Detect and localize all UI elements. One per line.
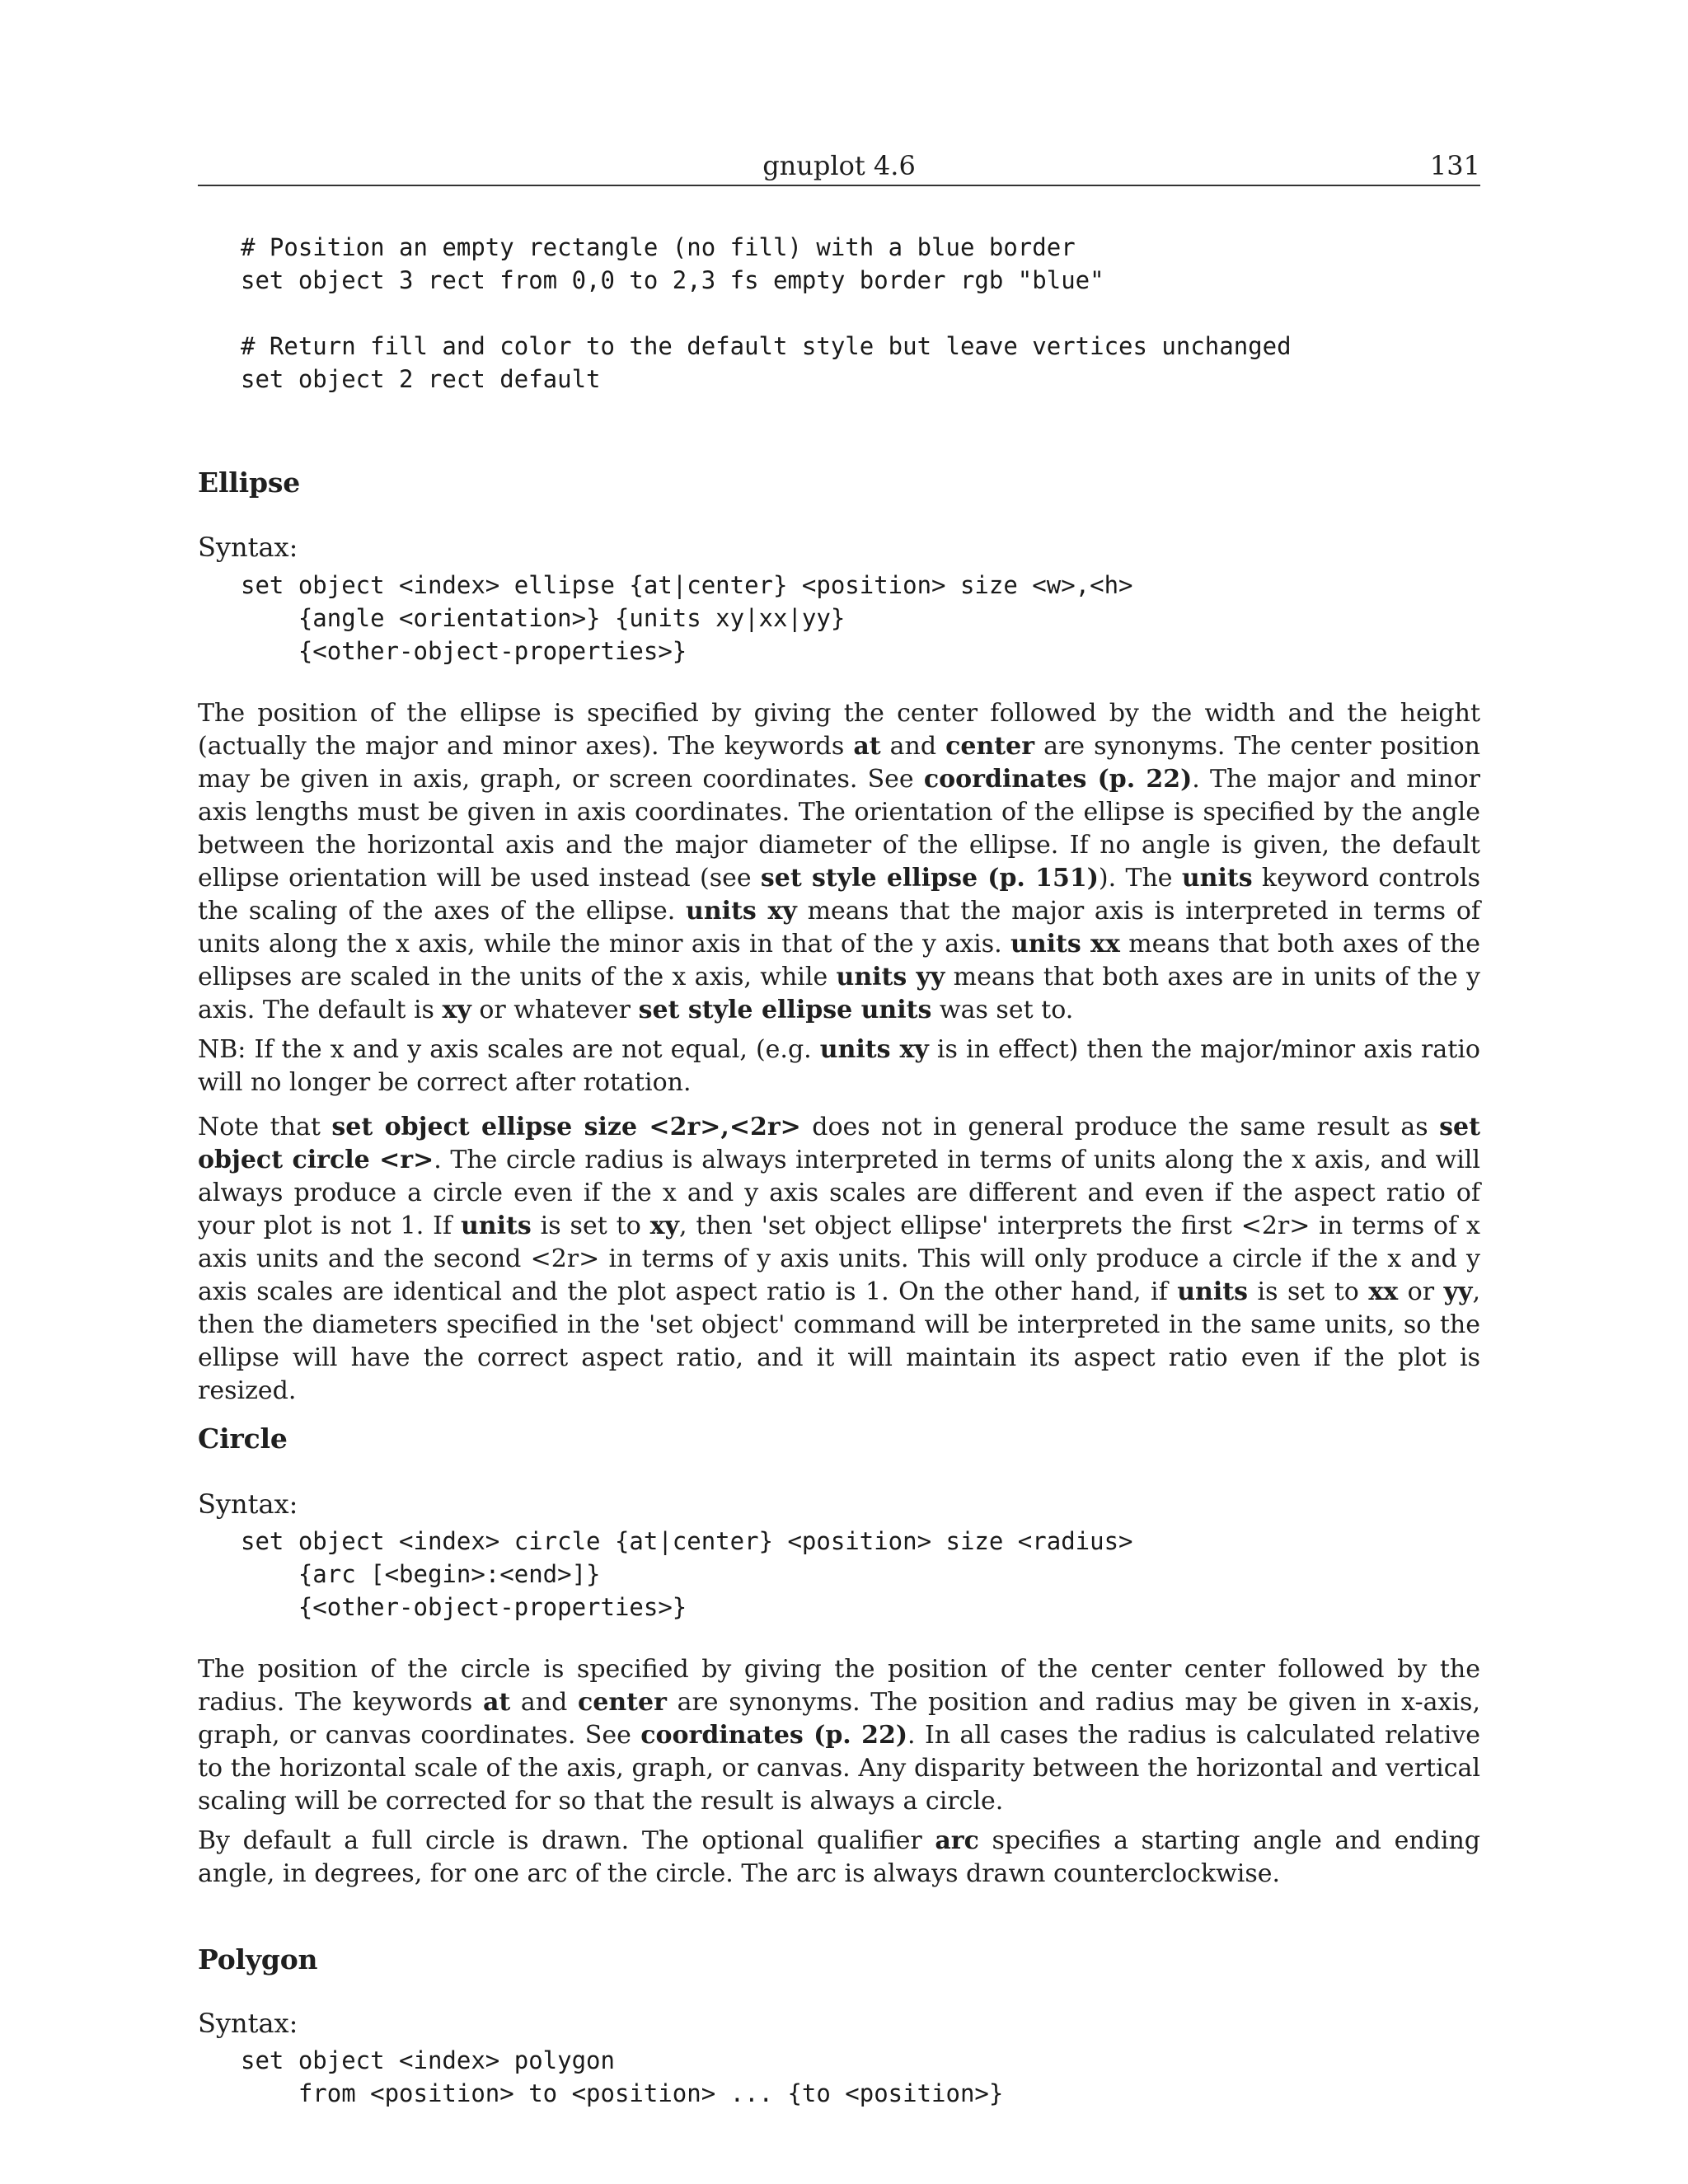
section-heading-circle: Circle <box>198 1422 288 1455</box>
bold-keyword: center <box>945 732 1035 761</box>
section-heading-polygon: Polygon <box>198 1943 318 1975</box>
bold-keyword: coordinates (p. 22) <box>640 1721 908 1750</box>
bold-keyword: units <box>1181 864 1253 893</box>
bold-keyword: arc <box>935 1826 979 1855</box>
paragraph-circle-arc: By default a full circle is drawn. The optional qualifier arc specifies a starting angle and ending angle, in degrees, for one arc of the circle. The arc is always drawn counterclockwise. <box>198 1826 1480 1888</box>
bold-keyword: units xy <box>686 897 797 926</box>
header-title: gnuplot 4.6 <box>762 150 916 181</box>
bold-keyword: units <box>460 1212 532 1240</box>
paragraph-ellipse-note: NB: If the x and y axis scales are not equal, (e.g. units xy is in effect) then the major/minor axis ratio will no longer be correct after rotation. <box>198 1035 1480 1097</box>
paragraph-circle-description: The position of the circle is specified by giving the position of the center center followed by the radius. The keywords at and center are synonyms. The position and radius may be given in x-axis, graph, or canvas coordinates. See coordinates (p. 22). In all cases the radius is calculated relative to the horizontal scale of the axis, graph, or canvas. Any disparity between the horizontal and vertical scaling will be corrected for so that the result is always a circle. <box>198 1655 1481 1816</box>
page-header <box>198 148 1480 186</box>
paragraph-ellipse-description: The position of the ellipse is specified by giving the center followed by the width and the height (actually the major and minor axes). The keywords at and center are synonyms. The center position may be given in axis, graph, or screen coordinates. See coordinates (p. 22). The major and minor axis lengths must be given in axis coordinates. The orientation of the ellipse is specified by the angle between the horizontal axis and the major diameter of the ellipse. If no angle is given, the default ellipse orientation will be used instead (see set style ellipse (p. 151)). The units keyword controls the scaling of the axes of the ellipse. units xy means that the major axis is interpreted in terms of units along the x axis, while the minor axis in that of the y axis. units xx means that both axes of the ellipses are scaled in the units of the x axis, while units yy means that both axes are in units of the y axis. The default is xy or whatever set style ellipse units was set to. <box>198 699 1481 1024</box>
code-block-polygon-syntax: set object <index> polygon from <position> to <position> ... {to <position>} <box>241 2046 1004 2107</box>
bold-keyword: xy <box>442 996 471 1024</box>
page-number: 131 <box>1429 150 1480 181</box>
bold-keyword: set object circle <r> <box>198 1113 1480 1174</box>
bold-keyword: set object ellipse size <2r>,<2r> <box>331 1113 801 1141</box>
syntax-label: Syntax: <box>198 532 298 563</box>
code-block-rect-examples: # Position an empty rectangle (no fill) with a blue border set object 3 rect from 0,0 to 2,3 fs empty border rgb "blue" # Return fill and color to the default style but leave vertices unchanged set object 2 rect default <box>241 233 1292 393</box>
bold-keyword: coordinates (p. 22) <box>923 765 1193 794</box>
bold-keyword: at <box>482 1688 511 1717</box>
section-heading-ellipse: Ellipse <box>198 466 301 499</box>
syntax-label: Syntax: <box>198 2008 298 2039</box>
bold-keyword: at <box>853 732 881 761</box>
code-block-circle-syntax: set object <index> circle {at|center} <position> size <radius> {arc [<begin>:<end>]} {<other-object-properties>} <box>241 1527 1133 1621</box>
bold-keyword: units <box>1177 1277 1249 1306</box>
bold-keyword: set style ellipse (p. 151) <box>760 864 1099 893</box>
code-block-ellipse-syntax: set object <index> ellipse {at|center} <position> size <w>,<h> {angle <orientation>} {units xy|xx|yy} {<other-object-properties>} <box>241 571 1133 665</box>
syntax-label: Syntax: <box>198 1488 298 1520</box>
bold-keyword: xy <box>649 1212 679 1240</box>
bold-keyword: units xy <box>819 1035 929 1064</box>
bold-keyword: yy <box>1443 1277 1473 1306</box>
bold-keyword: xx <box>1368 1277 1399 1306</box>
bold-keyword: units yy <box>836 963 945 991</box>
bold-keyword: set style ellipse units <box>638 996 932 1024</box>
paragraph-ellipse-vs-circle: Note that set object ellipse size <2r>,<2r> does not in general produce the same result as set object circle <r>. The circle radius is always interpreted in terms of units along the x axis, and will always produce a circle even if the x and y axis scales are different and even if the aspect ratio of your plot is not 1. If units is set to xy, then 'set object ellipse' interprets the first <2r> in terms of x axis units and the second <2r> in terms of y axis units. This will only produce a circle if the x and y axis scales are identical and the plot aspect ratio is 1. On the other hand, if units is set to xx or yy, then the diameters specified in the 'set object' command will be interpreted in the same units, so the ellipse will have the correct aspect ratio, and it will maintain its aspect ratio even if the plot is resized. <box>198 1113 1481 1405</box>
bold-keyword: units xx <box>1010 930 1120 958</box>
bold-keyword: center <box>577 1688 667 1717</box>
